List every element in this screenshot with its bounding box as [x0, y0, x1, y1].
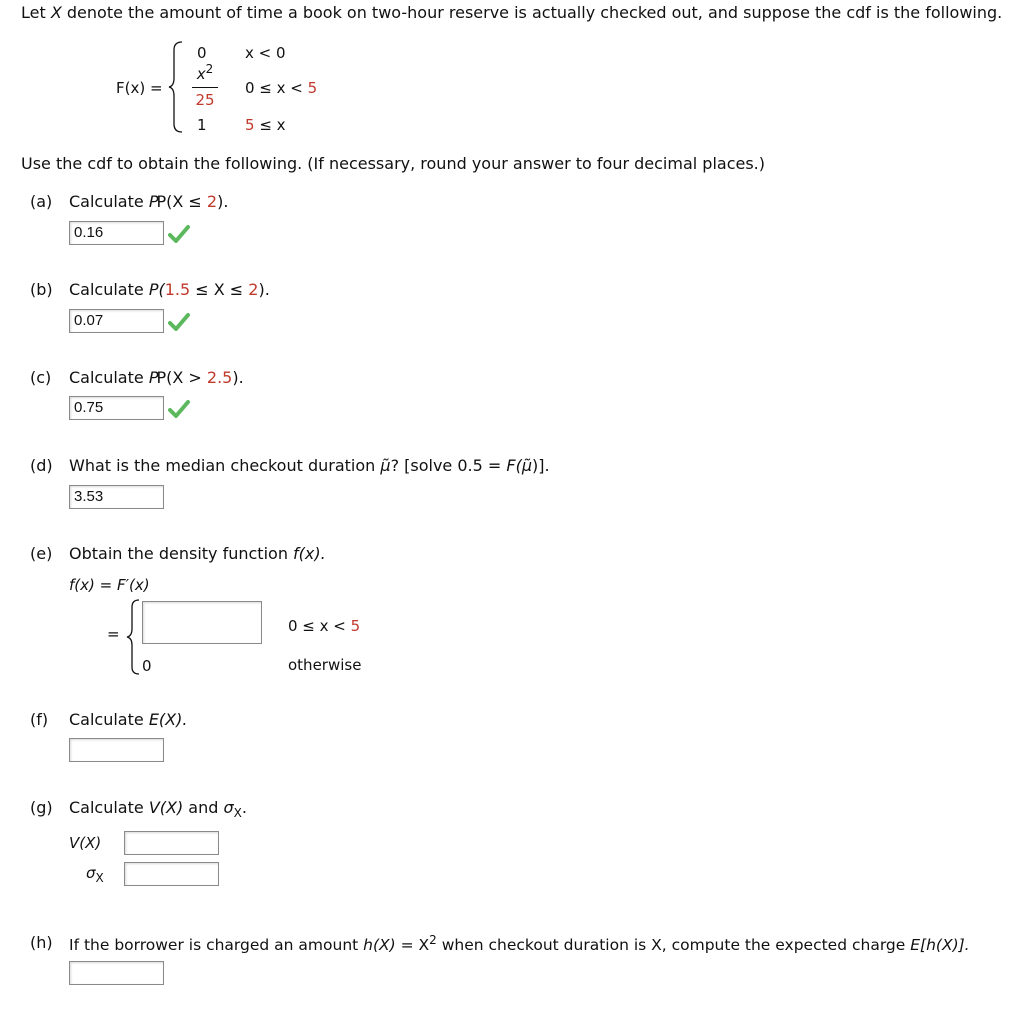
intro-text: Let X denote the amount of time a book on two-hour reserve is actually checked out, and suppose the cdf is the following.	[21, 3, 1003, 22]
part-f-label: (f)	[30, 710, 49, 729]
part-c-check-icon	[168, 399, 190, 419]
part-c-label: (c)	[30, 368, 52, 387]
part-d-answer-input[interactable]: 3.53	[69, 485, 164, 509]
part-g-prompt: Calculate V(X) and $\sigma_X$.	[69, 798, 247, 821]
cdf-case-2-condition: 0 ≤ x < 5	[245, 79, 318, 97]
part-g-label: (g)	[30, 798, 53, 817]
part-g-variance-input[interactable]	[124, 831, 219, 855]
part-d-prompt: What is the median checkout duration μ̃? [solve 0.5 = F(μ̃)].	[69, 456, 550, 475]
part-e-prompt: Obtain the density function f(x).	[69, 544, 326, 563]
part-e-label: (e)	[30, 544, 53, 563]
part-h-answer-input[interactable]	[69, 961, 164, 985]
part-e-case-zero: 0	[142, 657, 152, 675]
part-e-condition-2: otherwise	[288, 656, 362, 674]
cdf-brace	[168, 40, 186, 134]
part-a-prompt: Calculate PP(X ≤ 2).	[69, 192, 229, 211]
part-b-prompt: Calculate P(1.5 ≤ X ≤ 2).	[69, 280, 270, 299]
instruction-text: Use the cdf to obtain the following. (If necessary, round your answer to four decimal places.)	[21, 154, 766, 173]
part-g-v-label: V(X)	[69, 834, 102, 852]
cdf-case-3-condition: 5 ≤ x	[245, 116, 286, 134]
part-g-sigma-label: $\sigma_X$	[86, 864, 104, 885]
part-a-label: (a)	[30, 192, 53, 211]
part-f-answer-input[interactable]	[69, 738, 164, 762]
part-h-label: (h)	[30, 933, 53, 952]
part-b-answer-input[interactable]: 0.07	[69, 309, 164, 333]
part-e-answer-input[interactable]	[142, 601, 262, 644]
part-a-check-icon	[168, 224, 190, 244]
part-e-condition-1: 0 ≤ x < 5	[288, 617, 361, 635]
part-b-check-icon	[168, 312, 190, 332]
part-e-equals: =	[107, 625, 120, 643]
part-g-sigma-input[interactable]	[124, 862, 219, 886]
cdf-fraction-line	[192, 87, 218, 88]
cdf-case-2-numerator: $x^2$	[196, 62, 214, 83]
part-d-label: (d)	[30, 456, 53, 475]
part-e-equation-1: f(x) = F′(x)	[69, 576, 150, 594]
cdf-case-3-value: 1	[197, 116, 207, 134]
cdf-case-1-condition: x < 0	[245, 44, 286, 62]
part-b-label: (b)	[30, 280, 53, 299]
part-c-answer-input[interactable]: 0.75	[69, 396, 164, 420]
part-e-brace	[125, 598, 143, 676]
part-h-prompt: If the borrower is charged an amount $h(X) = X^2$ when checkout duration is X, compute the expected charge E[h(X)].	[69, 933, 970, 955]
cdf-case-2-denominator: 25	[195, 91, 215, 109]
part-a-answer-input[interactable]: 0.16	[69, 221, 164, 245]
part-c-prompt: Calculate PP(X > 2.5).	[69, 368, 244, 387]
cdf-case-1-value: 0	[197, 44, 207, 62]
cdf-lhs: F(x) =	[116, 79, 163, 97]
part-f-prompt: Calculate E(X).	[69, 710, 188, 729]
